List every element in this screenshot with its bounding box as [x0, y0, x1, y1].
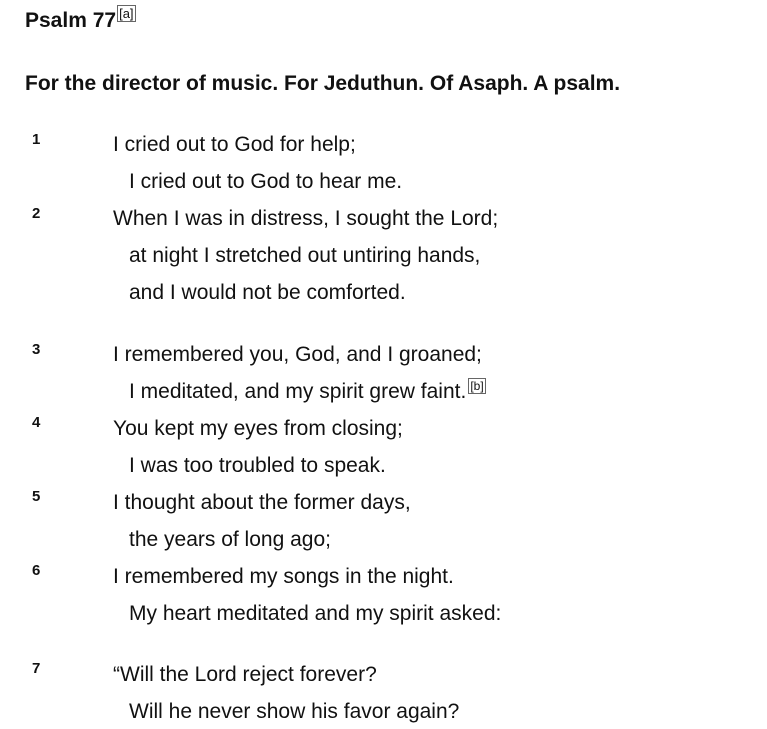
footnote-link-a[interactable]: [a] — [119, 6, 134, 21]
verse-line: I remembered you, God, and I groaned; — [113, 343, 482, 366]
page-title — [25, 8, 136, 34]
verse-number: 5 — [32, 488, 41, 505]
footnote-link-b[interactable]: [b] — [470, 379, 484, 393]
verse-number: 7 — [32, 660, 41, 677]
verse-number: 4 — [32, 414, 41, 431]
verse-line: I cried out to God for help; — [113, 133, 356, 156]
psalm-title-text: Psalm 77 — [25, 9, 117, 32]
verse-line: Will he never show his favor again? — [129, 700, 460, 723]
verse-line: I cried out to God to hear me. — [129, 170, 403, 193]
verse-line: and I would not be comforted. — [129, 281, 406, 304]
verse-line: “Will the Lord reject forever? — [113, 663, 377, 686]
psalm-superscription: For the director of music. For Jeduthun. Of Asaph. A psalm. — [25, 72, 621, 95]
verse-number: 6 — [32, 562, 41, 579]
verse-line — [129, 379, 486, 405]
verse-line: I thought about the former days, — [113, 491, 411, 514]
verse-line: I was too troubled to speak. — [129, 454, 386, 477]
verse-line: My heart meditated and my spirit asked: — [129, 602, 502, 625]
verse-number: 1 — [32, 131, 41, 148]
verse-number: 2 — [32, 205, 41, 222]
verse-line: at night I stretched out untiring hands, — [129, 244, 481, 267]
verse-line: You kept my eyes from closing; — [113, 417, 403, 440]
verse-line: the years of long ago; — [129, 528, 331, 551]
verse-number: 3 — [32, 341, 41, 358]
verse-line-text: I meditated, and my spirit grew faint. — [129, 380, 467, 403]
verse-line: I remembered my songs in the night. — [113, 565, 454, 588]
verse-line: When I was in distress, I sought the Lord; — [113, 207, 499, 230]
